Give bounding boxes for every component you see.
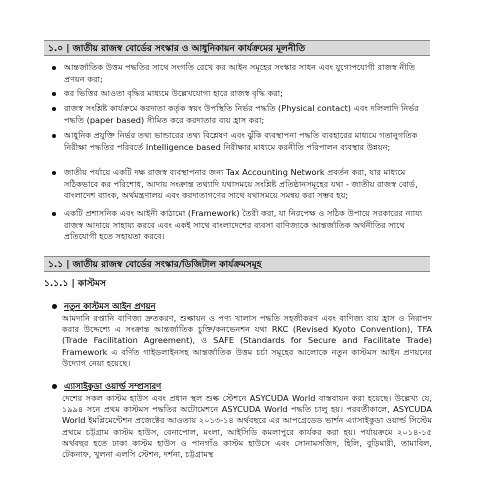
paragraph-asycuda: দেশের সকল কাস্টম হাউস এবং প্রধান স্থল শুল্ক স্টেশনে ASYCUDA World বাস্তবায়ন করা হয়েছে। উল্লেখ্য যে, ১৯৯৪ সনে প্রথম কাস্টমস পদ্ধতির অটোমেশনে ASYCUDA World পদ্ধতি চালু হয়। পরবর্তীকালে, ASYCUDA World ইমপ্লিমেন্টেশন প্রজেক্টের আওতায় ২০১৩-১৪ অর্থবছরে এর আপগ্রেডেড ভার্শন এ্যাসাইকুডা ওয়ার্ল্ড সিস্টেম প্রথমে চট্টগ্রাম কাস্টম হাউস, বেনাপোল, মংলা, আইসিডি কমলাপুরে কার্যকর করা হয়। পর্যায়ক্রমে ২০১৪-১৫ অর্থবছর হতে ঢাকা কাস্টম হাউস ও পানগাঁও কাস্টম হাউসে এবং সোনামসজিদ, হিলি, বুড়িমারী, তামাবিল, টেকনাফ, খুলনা এলসি স্টেশন, দর্শনা, চট্টগ্রামস্থ xyxy=(62,393,432,460)
bullet-dot-icon xyxy=(52,66,56,70)
bullet-dot-icon xyxy=(52,384,57,389)
section-heading-reforms: ১.১ | জাতীয় রাজস্ব বোর্ডের সংস্কার/ডিজিটাল কার্যক্রমসমূহ xyxy=(44,256,430,272)
bullet-item: একটি প্রশাসনিক এবং আইনী কাঠামো (Framework) তৈরী করা, যা নিরপেক্ষ ও সঠিক উপায়ে সরকারের ন্যায্য রাজস্ব আদায়ে সাহায্য করবে এবং একই সাথে বাংলাদেশের ব্যবসা বাণিজ্যকে আন্তর্জাতিক অর্থনীতির সাথে প্রতিযোগী হতে সহায়তা করবে। xyxy=(50,208,432,243)
bullet-dot-icon xyxy=(52,134,56,138)
bullet-item: আধুনিক প্রযুক্তি নির্ভর তথ্য ভান্ডারের তথ্য বিশ্লেষণ এবং ঝুঁকি ব্যবস্থাপনা পদ্ধতি ব্যবহারের মাধ্যমে গতানুগতিক নিরীক্ষা পদ্ধতির পরিবর্তে Intelligence based নিরীক্ষার মাধ্যমে করনীতি পরিপালন ব্যবস্থার উন্নয়ন; xyxy=(50,130,432,153)
bullet-dot-icon xyxy=(52,92,56,96)
bullet-item: আন্তর্জাতিক উত্তম পদ্ধতির সাথে সংগতি রেখে কর আইন সমূহের সংস্কার সাধন এবং যুগোপযোগী রাজস্ব নীতি প্রণয়ন করা; xyxy=(50,62,432,85)
paragraph-new-customs-act: আমদানি রপ্তানি বাণিজ্য দ্রুতকরণ, শুল্কায়ন ও পণ্য খালাস পদ্ধতি সহজীকরণ এবং বাণিজ্য ব্যয় হ্রাস ও নিরাপদ করার উদ্দেশ্যে এ সংক্রান্ত আন্তর্জাতিক চুক্তি/কনভেনশন যথা RKC (Revised Kyoto Convention), TFA (Trade Facilitation Agreement), ও SAFE (Standards for Secure and Facilitate Trade) Framework এ বর্ণিত গাইডলাইনসহ আন্তর্জাতিক উত্তম চর্চা সমূহের আলোকে নতুন কাস্টমস আইন প্রণয়নের উদ্যোগ নেয়া হয়েছে। xyxy=(62,313,432,368)
item-heading-new-customs-act: নতুন কাস্টমস আইন প্রণয়ন xyxy=(50,300,432,312)
subsection-heading-customs: ১.১.১ | কাস্টমস xyxy=(44,279,106,289)
bullet-dot-icon xyxy=(52,304,57,309)
bullet-item: জাতীয় পর্যায়ে একটি দক্ষ রাজস্ব ব্যবস্থাপনার জন্য Tax Accounting Network প্রবর্তন করা, যার মাধ্যমে সঠিকভাবে কর পরিশোধ, আদায় সংক্রান্ত তথ্যাদি যথাসময়ে সংশ্লিষ্ট প্রতিষ্ঠানসমূহের যথা - জাতীয় রাজস্ব বোর্ড, বাংলাদেশ ব্যাংক, অর্থমন্ত্রণালয় এবং করদাতাগণের সাথে যথাসময়ে সমন্বয় করা সম্ভব হয়; xyxy=(50,167,432,202)
bullet-item: রাজস্ব সংশ্লিষ্ট কার্যক্রমে করদাতা কর্তৃক স্বয়ং উপস্থিতি নির্ভর পদ্ধতি (Physical contact) এবং দলিলাদি নির্ভর পদ্ধতি (paper based) সীমিত করে করদাতার ব্যয় হ্রাস করা; xyxy=(50,103,432,126)
bullet-dot-icon xyxy=(52,171,56,175)
bullet-item: কর ভিত্তির আওতা বৃদ্ধির মাধ্যমে উল্লেখযোগ্য হারে রাজস্ব বৃদ্ধি করা; xyxy=(50,88,432,100)
bullet-dot-icon xyxy=(52,107,56,111)
section-heading-principles: ১.০ | জাতীয় রাজস্ব বোর্ডের সংস্কার ও আধুনিকায়ন কার্যক্রমের মূলনীতি xyxy=(44,40,430,56)
item-heading-asycuda: এ্যাসাইকুডা ওয়ার্ল্ড সম্প্রসারণ xyxy=(50,380,432,392)
bullet-dot-icon xyxy=(52,212,56,216)
